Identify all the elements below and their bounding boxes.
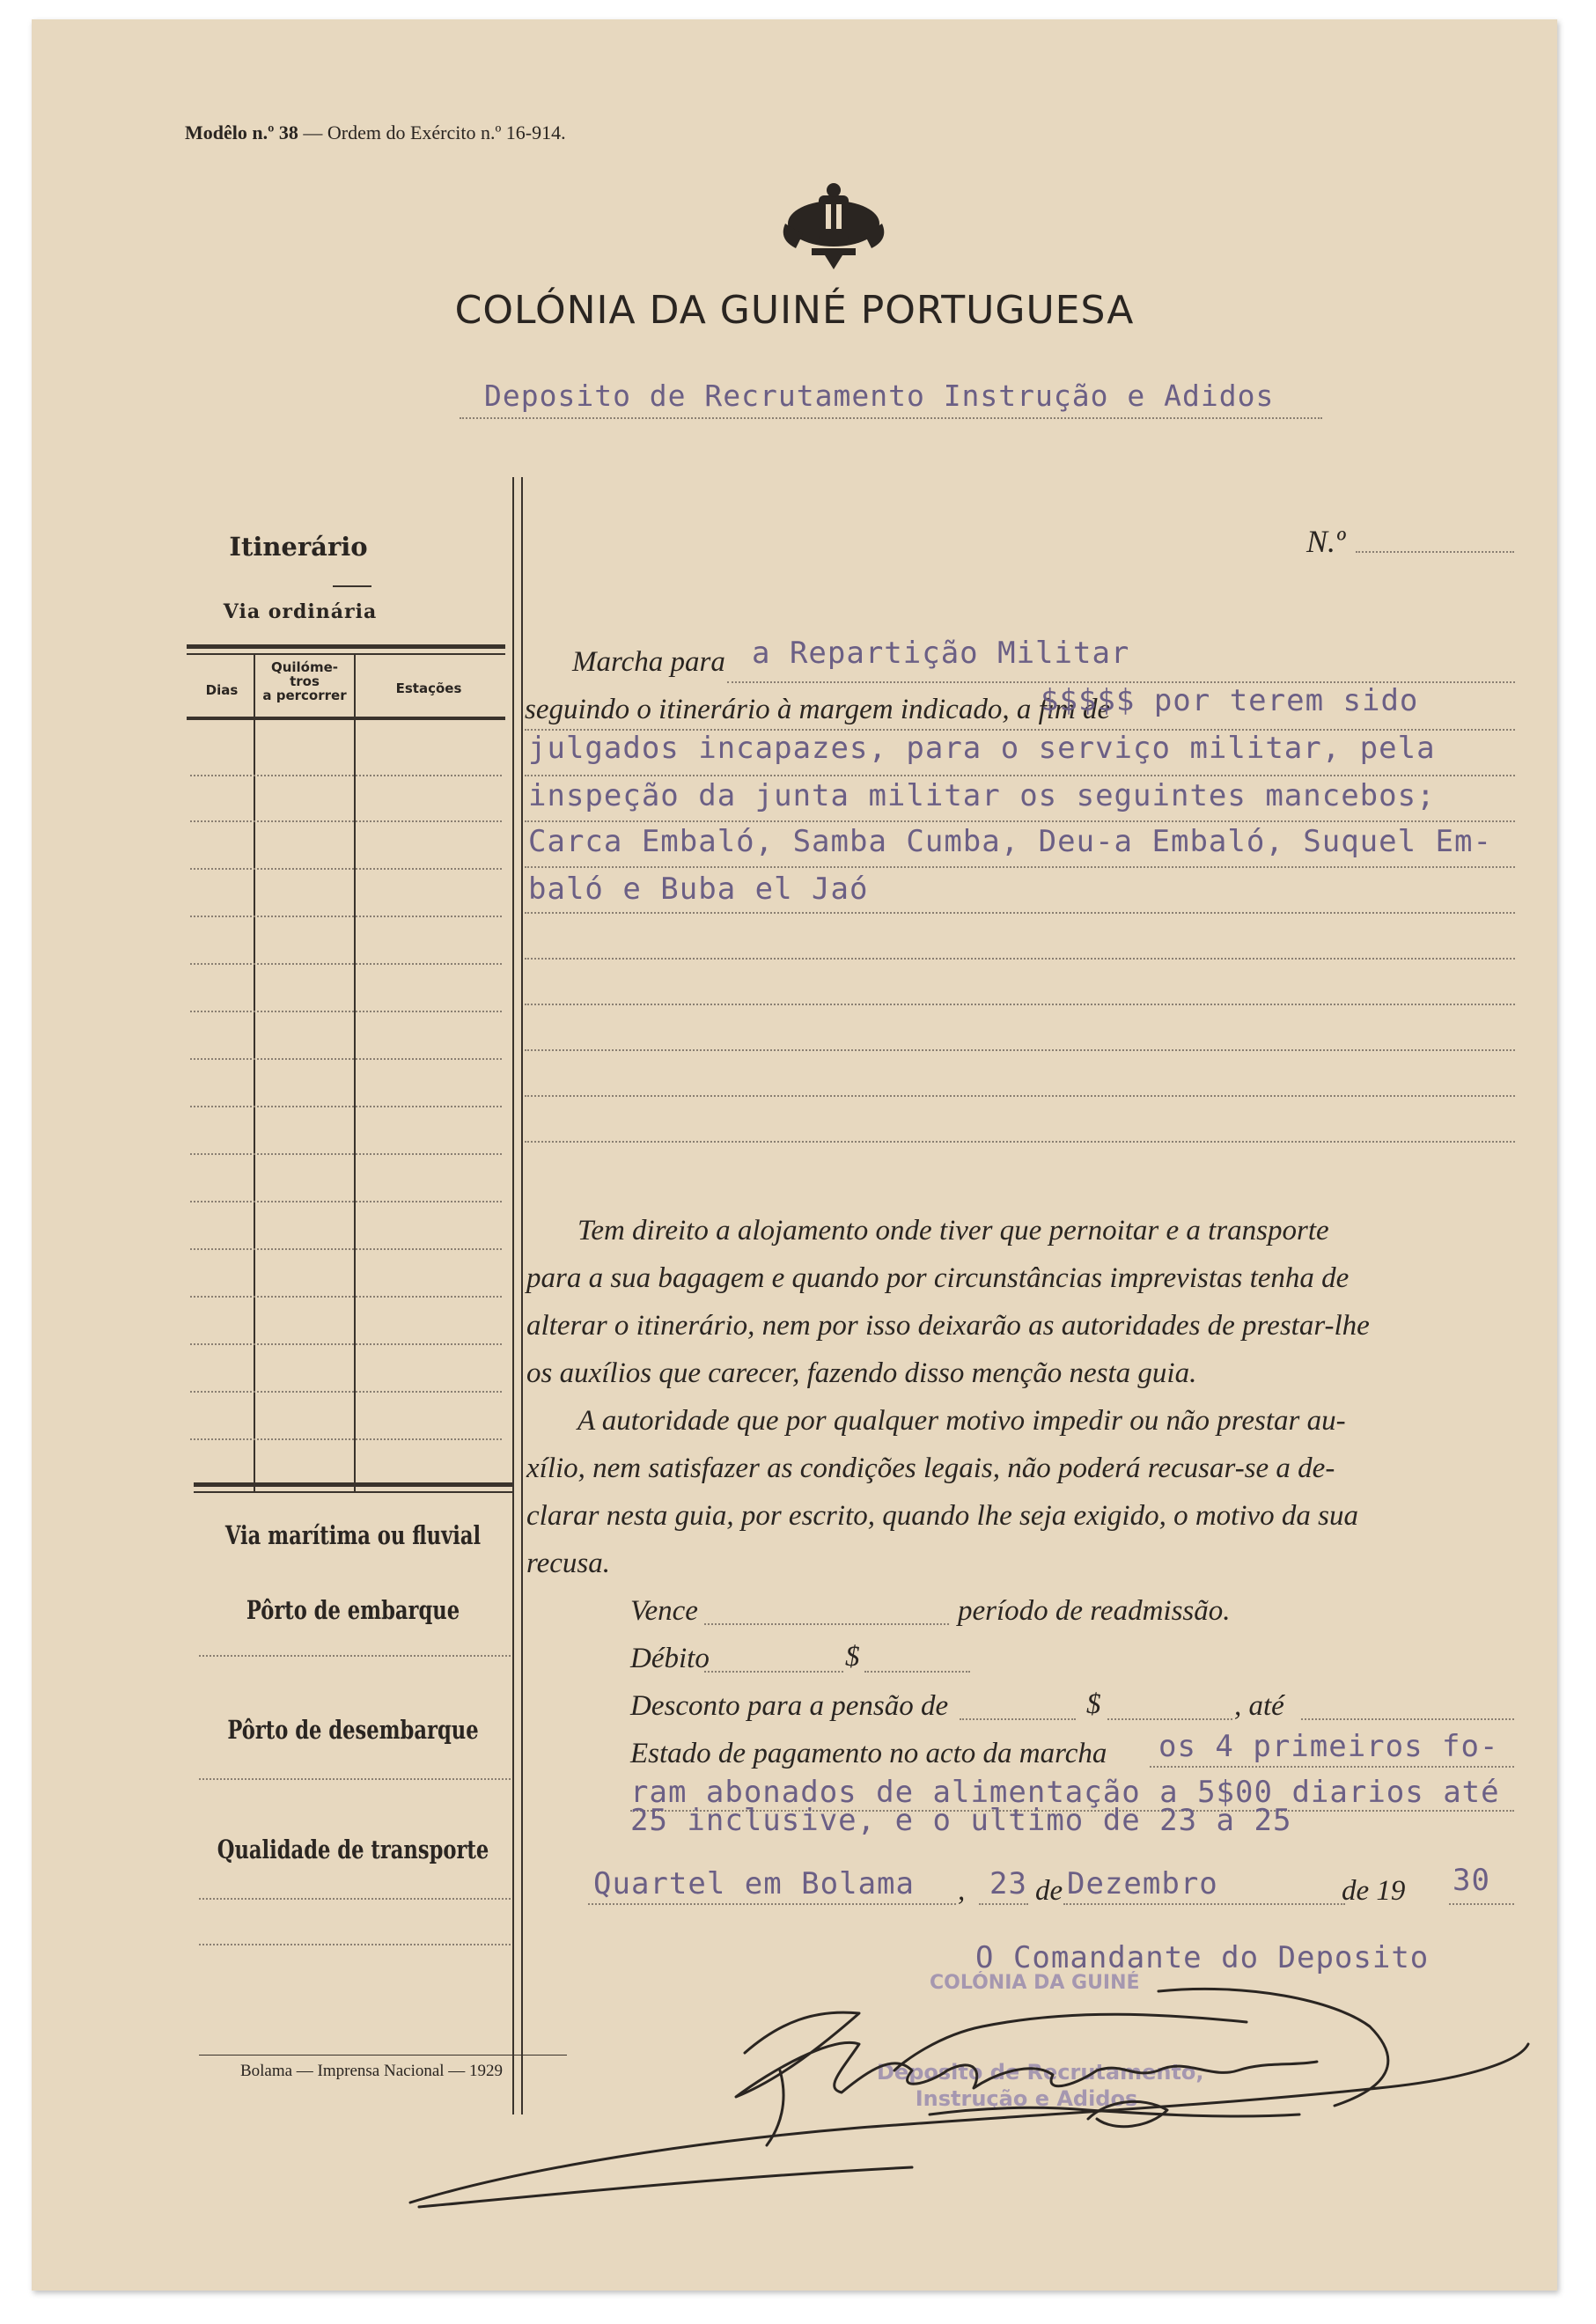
place-typed: Quartel em Bolama	[593, 1866, 915, 1901]
paragraph-line-1: Tem direito a alojamento onde tiver que pernoitar e a transporte	[577, 1215, 1329, 1247]
estado-label: Estado de pagamento no acto da marcha	[630, 1738, 1107, 1769]
day-typed: 23	[989, 1866, 1027, 1901]
model-line	[185, 121, 566, 144]
boarding-port-label: Pôrto de embarque	[246, 1595, 460, 1625]
typed-line-1: julgados incapazes, para o serviço militar, pela	[528, 731, 1436, 766]
colony-title: COLÓNIA DA GUINÉ PORTUGUESA	[454, 288, 1135, 333]
maritime-route-label: Via marítima ou fluvial	[224, 1520, 482, 1550]
department-name: Deposito de Recrutamento Instrução e Adidos	[484, 379, 1275, 413]
army-order: — Ordem do Exército n.º 16-914.	[303, 121, 566, 143]
printer-imprint: Bolama — Imprensa Nacional — 1929	[239, 2062, 504, 2080]
paragraph-line-8: recusa.	[526, 1548, 611, 1579]
transport-quality-label: Qualidade de transporte	[217, 1835, 489, 1864]
paragraph-line-7: clarar nesta guia, por escrito, quando lhe seja exigido, o motivo da sua	[526, 1500, 1358, 1532]
ate-label: , até	[1234, 1690, 1284, 1722]
column-days: Dias	[205, 682, 239, 698]
march-destination: a Repartição Militar	[752, 636, 1130, 671]
paragraph-line-4: os auxílios que carecer, fazendo disso menção nesta guia.	[526, 1357, 1197, 1389]
paragraph-line-2: para a sua bagagem e quando por circunstâncias imprevistas tenha de	[526, 1262, 1350, 1294]
stamp-line-2: Deposito de Recrutamento,	[877, 2060, 1204, 2085]
de-label-1: de	[1035, 1875, 1063, 1907]
debito-label: Débito	[630, 1643, 710, 1674]
month-typed: Dezembro	[1067, 1866, 1218, 1901]
estado-typed-2: ram abonados de alimentação a 5$00 diarios até	[630, 1775, 1500, 1810]
model-number: Modêlo n.º 38	[185, 121, 298, 143]
number-label: N.º	[1306, 524, 1346, 559]
reason-typed: $$$$$ por terem sido	[1041, 683, 1419, 718]
year-typed: 30	[1453, 1863, 1490, 1898]
readmission-label: período de readmissão.	[958, 1595, 1231, 1627]
desconto-currency: $	[1086, 1688, 1101, 1720]
typed-line-3: Carca Embaló, Samba Cumba, Deu-a Embaló, Suquel Em-	[528, 824, 1492, 859]
typed-line-4: baló e Buba el Jaó	[528, 872, 869, 907]
de-label-2: de 19	[1342, 1875, 1406, 1907]
march-label: Marcha para	[572, 646, 725, 678]
itinerary-title: Itinerário	[229, 532, 368, 562]
paragraph-line-5: A autoridade que por qualquer motivo impedir ou não prestar au-	[577, 1405, 1346, 1437]
coat-of-arms-icon	[776, 178, 891, 275]
typed-line-2: inspeção da junta militar os seguintes mancebos;	[528, 778, 1436, 813]
estado-typed-3: 25 inclusive, e o ultimo de 23 a 25	[630, 1803, 1292, 1838]
stamp-line-3: Instrução e Adidos	[915, 2086, 1138, 2111]
debito-currency: $	[845, 1641, 860, 1673]
landing-port-label: Pôrto de desembarque	[227, 1715, 479, 1745]
desconto-label: Desconto para a pensão de	[630, 1690, 949, 1722]
estado-typed-1: os 4 primeiros fo-	[1158, 1729, 1499, 1764]
comma-mark: ,	[958, 1875, 966, 1907]
ordinary-route-label: Via ordinária	[223, 600, 378, 623]
paragraph-line-3: alterar o itinerário, nem por isso deixarão as autoridades de prestar-lhe	[526, 1310, 1370, 1342]
itinerary-sentence: seguindo o itinerário à margem indicado, a fim de	[525, 694, 1111, 725]
column-stations: Estações	[395, 680, 462, 696]
handwritten-signature	[366, 1938, 1546, 2220]
stamp-line-1: COLÓNIA DA GUINÉ	[930, 1972, 1140, 1994]
paragraph-line-6: xílio, nem satisfazer as condições legais, não poderá recusar-se a de-	[526, 1452, 1335, 1484]
document-sheet	[32, 19, 1557, 2291]
commander-title: O Comandante do Deposito	[975, 1940, 1430, 1975]
column-kilometers: Quilóme- tros a percorrer	[262, 659, 347, 703]
vence-label: Vence	[630, 1595, 698, 1627]
